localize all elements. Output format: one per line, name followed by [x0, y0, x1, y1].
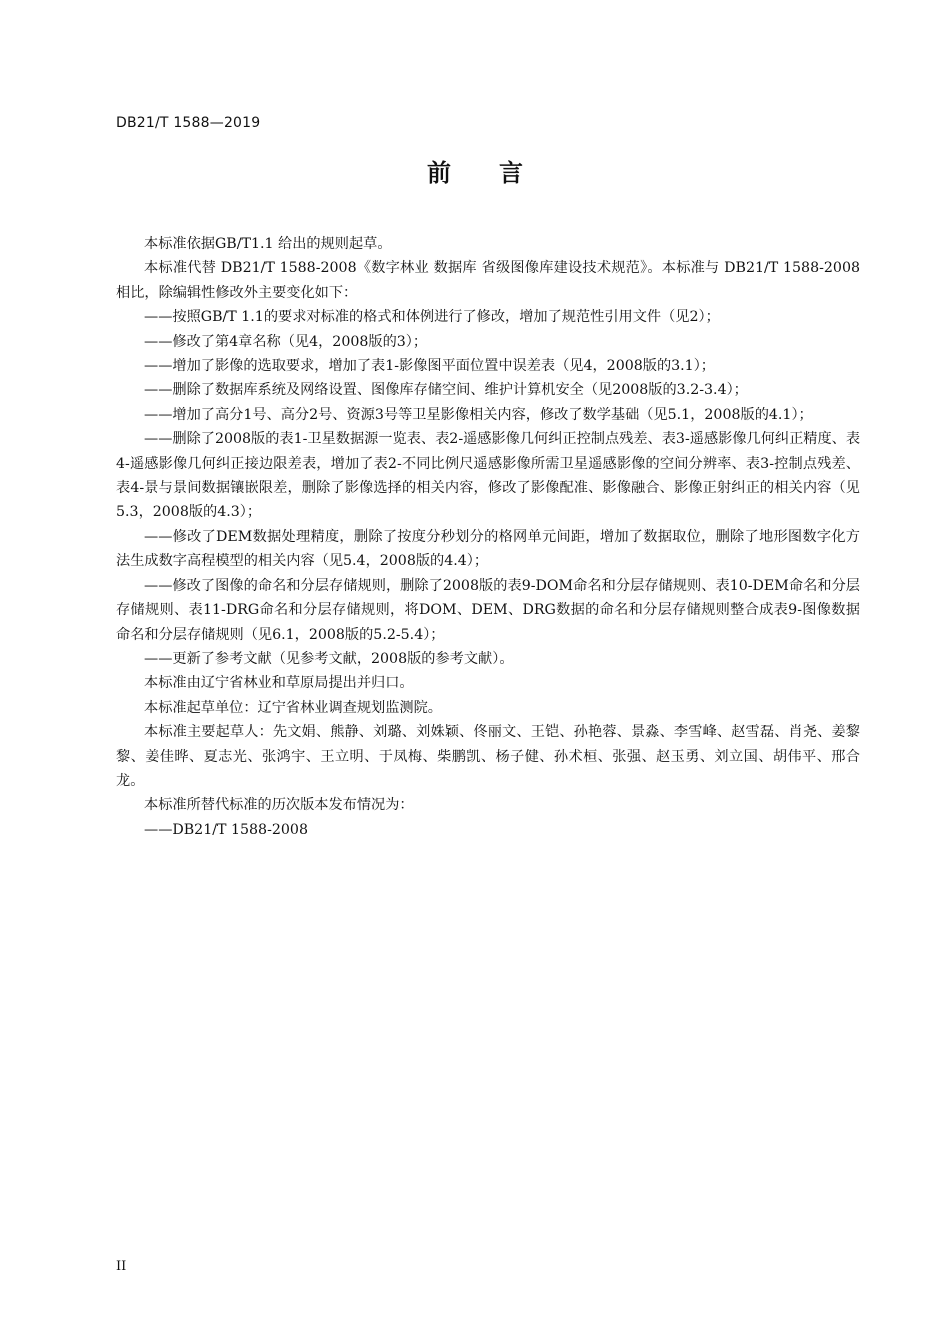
change-item: ——修改了DEM数据处理精度，删除了按度分秒划分的格网单元间距，增加了数据取位，删除了地形图数字化方法生成数字高程模型的相关内容（见5.4，2008版的4.4）；: [116, 528, 860, 570]
paragraph-replaces: 本标准代替 DB21/T 1588-2008《数字林业 数据库 省级图像库建设技术规范》。本标准与 DB21/T 1588-2008 相比，除编辑性修改外主要变化如下：: [116, 260, 860, 301]
page-number: II: [116, 1259, 127, 1274]
paragraph-history-item: ——DB21/T 1588-2008: [144, 821, 308, 838]
change-item: ——修改了第4章名称（见4，2008版的3）；: [144, 333, 428, 350]
change-item: ——按照GB/T 1.1的要求对标准的格式和体例进行了修改，增加了规范性引用文件（见2）；: [144, 309, 720, 326]
paragraph-drafting-unit: 本标准起草单位：辽宁省林业调查规划监测院。: [144, 699, 442, 716]
paragraph-proposer: 本标准由辽宁省林业和草原局提出并归口。: [144, 675, 414, 692]
change-item: ——修改了图像的命名和分层存储规则，删除了2008版的表9-DOM命名和分层存储规则、表10-DEM命名和分层存储规则、表11-DRG命名和分层存储规则，将DOM、DEM、DRG数据的命名和分层存储规则整合成表9-图像数据命名和分层存储规则（见6.1，2008版的5.2-5.4）；: [116, 577, 860, 643]
change-item: ——删除了数据库系统及网络设置、图像库存储空间、维护计算机安全（见2008版的3.2-3.4）；: [144, 382, 748, 399]
paragraph-drafters: 本标准主要起草人：先文娟、熊静、刘璐、刘姝颖、佟丽文、王铠、孙艳蓉、景淼、李雪峰、赵雪磊、肖尧、姜黎黎、姜佳晔、夏志光、张鸿宇、王立明、于凤梅、柴鹏凯、杨子健、孙术桓、张强、赵玉勇、刘立国、胡伟平、邢合龙。: [116, 724, 860, 789]
paragraph-basis: 本标准依据GB/T1.1 给出的规则起草。: [144, 236, 392, 252]
change-item: ——删除了2008版的表1-卫星数据源一览表、表2-遥感影像几何纠正控制点残差、表3-遥感影像几何纠正精度、表4-遥感影像几何纠正接边限差表，增加了表2-不同比例尺遥感影像所需卫星遥感影像的空间分辨率、表3-控制点残差、表4-景与景间数据镶嵌限差，删除了影像选择的相关内容，修改了影像配准、影像融合、影像正射纠正的相关内容（见5.3，2008版的4.3）；: [116, 431, 861, 521]
foreword-body: [116, 232, 860, 842]
page-title: 前 言: [427, 159, 523, 187]
change-item: ——更新了参考文献（见参考文献，2008版的参考文献）。: [144, 650, 514, 667]
change-item: ——增加了高分1号、高分2号、资源3号等卫星影像相关内容，修改了数学基础（见5.1，2008版的4.1）；: [144, 406, 813, 423]
paragraph-history-intro: 本标准所替代标准的历次版本发布情况为：: [144, 797, 414, 814]
document-code: DB21/T 1588—2019: [116, 115, 261, 131]
change-item: ——增加了影像的选取要求，增加了表1-影像图平面位置中误差表（见4，2008版的3.1）；: [144, 358, 715, 375]
